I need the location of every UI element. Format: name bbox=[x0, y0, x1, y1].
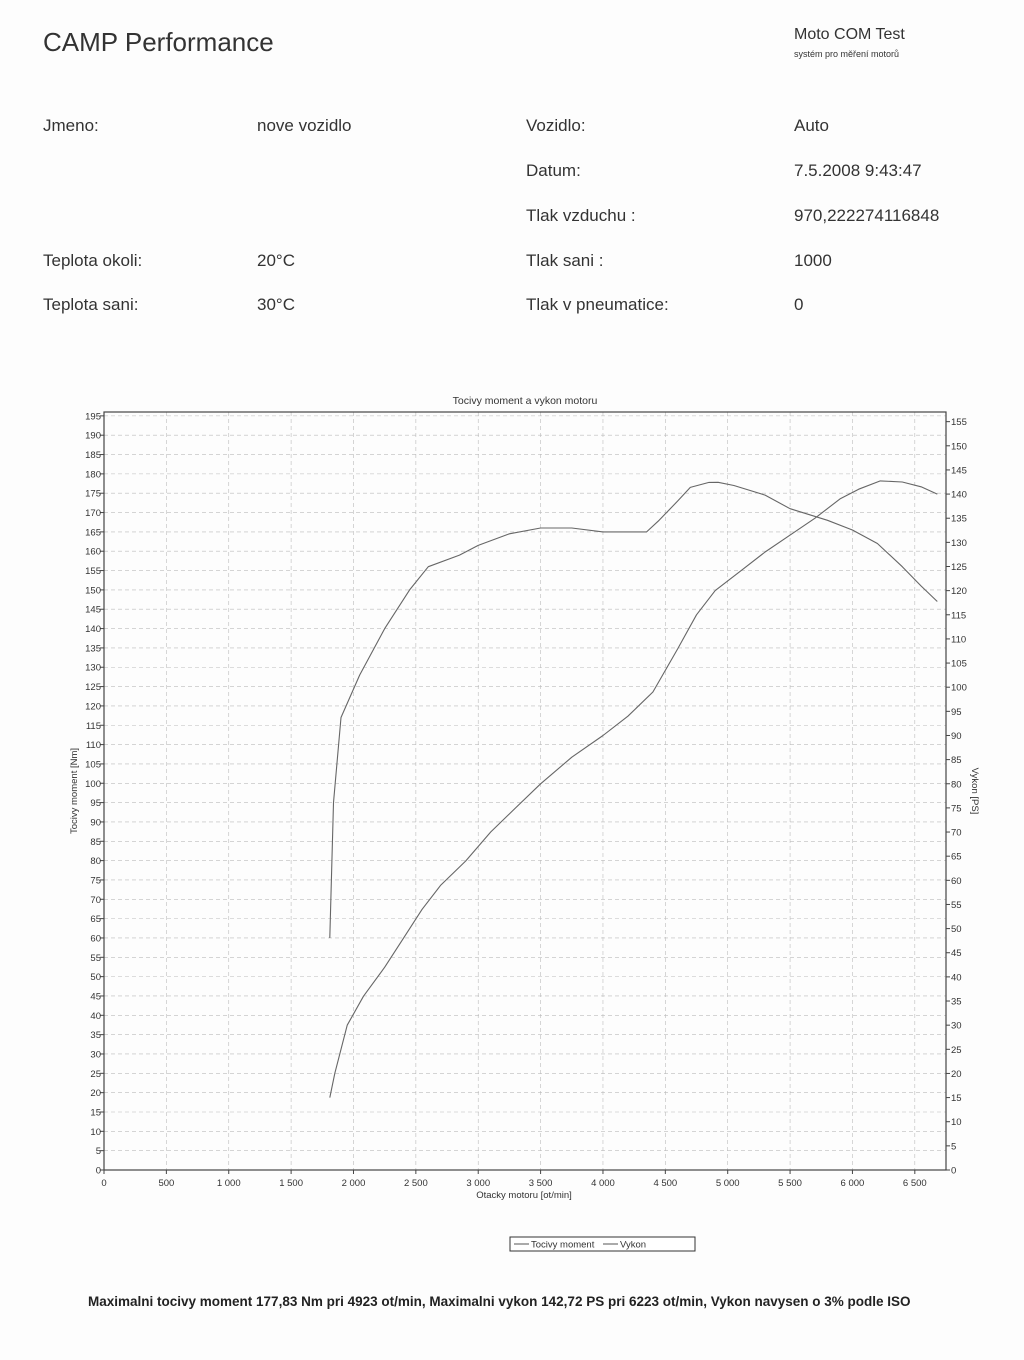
tlak-vzduchu-value: 970,222274116848 bbox=[794, 206, 940, 225]
series-line-power bbox=[330, 481, 938, 1098]
datum-value: 7.5.2008 9:43:47 bbox=[794, 161, 922, 180]
x-tick-label: 3 000 bbox=[466, 1178, 491, 1189]
datum-label: Datum: bbox=[526, 161, 581, 180]
tlak-vzduchu-label: Tlak vzduchu : bbox=[526, 206, 636, 225]
y-tick-label: 180 bbox=[85, 469, 101, 481]
y2-tick-label: 135 bbox=[951, 513, 967, 525]
vozidlo-label: Vozidlo: bbox=[526, 116, 586, 135]
y-tick-label: 35 bbox=[90, 1030, 101, 1042]
y-tick-label: 90 bbox=[90, 817, 101, 829]
y-tick-label: 80 bbox=[90, 856, 101, 868]
y-tick-label: 40 bbox=[90, 1010, 101, 1022]
legend bbox=[510, 1237, 695, 1251]
y-tick-label: 10 bbox=[90, 1126, 101, 1138]
y-tick-label: 195 bbox=[85, 411, 101, 423]
teplota-okoli-value: 20°C bbox=[257, 251, 295, 270]
tlak-pneu-label: Tlak v pneumatice: bbox=[526, 295, 669, 314]
y-tick-label: 150 bbox=[85, 585, 101, 597]
y2-tick-label: 150 bbox=[951, 441, 967, 453]
y2-tick-label: 30 bbox=[951, 1020, 962, 1032]
y2-tick-label: 115 bbox=[951, 610, 967, 622]
y-tick-label: 155 bbox=[85, 566, 101, 578]
y2-tick-label: 140 bbox=[951, 489, 967, 501]
x-tick-label: 5 500 bbox=[778, 1178, 802, 1189]
y2-tick-label: 90 bbox=[951, 730, 962, 742]
teplota-sani-value: 30°C bbox=[257, 295, 295, 314]
y-tick-label: 170 bbox=[85, 508, 101, 520]
y2-tick-label: 70 bbox=[951, 827, 962, 839]
jmeno-value: nove vozidlo bbox=[257, 116, 352, 135]
x-tick-label: 3 500 bbox=[528, 1178, 553, 1189]
tlak-sani-value: 1000 bbox=[794, 251, 832, 270]
y-tick-label: 15 bbox=[90, 1107, 101, 1119]
y-tick-label: 0 bbox=[95, 1165, 101, 1177]
y-tick-label: 145 bbox=[85, 604, 101, 616]
tlak-sani-label: Tlak sani : bbox=[526, 251, 604, 270]
x-tick-label: 2 000 bbox=[341, 1178, 366, 1189]
x-tick-label: 2 500 bbox=[403, 1178, 428, 1189]
y-tick-label: 25 bbox=[90, 1068, 101, 1080]
x-tick-label: 1 000 bbox=[216, 1178, 241, 1189]
y2-tick-label: 0 bbox=[951, 1165, 957, 1177]
y2-tick-label: 120 bbox=[951, 586, 967, 598]
jmeno-label: Jmeno: bbox=[43, 116, 99, 135]
x-tick-label: 0 bbox=[101, 1178, 107, 1189]
legend-label-power: Vykon bbox=[620, 1239, 647, 1251]
y2-tick-label: 35 bbox=[951, 996, 962, 1008]
y2-tick-label: 145 bbox=[951, 465, 967, 477]
y2-axis-label: Vykon [PS] bbox=[969, 767, 980, 815]
y2-tick-label: 45 bbox=[951, 948, 962, 960]
y2-tick-label: 100 bbox=[951, 682, 967, 694]
y-tick-label: 110 bbox=[85, 740, 101, 752]
vozidlo-value: Auto bbox=[794, 116, 829, 135]
y2-tick-label: 125 bbox=[951, 561, 967, 573]
y-tick-label: 45 bbox=[90, 991, 101, 1003]
x-tick-label: 6 000 bbox=[840, 1178, 865, 1189]
x-tick-label: 500 bbox=[158, 1178, 175, 1189]
y-tick-label: 85 bbox=[90, 836, 101, 848]
y2-tick-label: 60 bbox=[951, 875, 962, 887]
y-tick-label: 75 bbox=[90, 875, 101, 887]
y-tick-label: 95 bbox=[90, 798, 101, 810]
y2-tick-label: 110 bbox=[951, 634, 967, 646]
y2-tick-label: 20 bbox=[951, 1068, 962, 1080]
y-tick-label: 130 bbox=[85, 662, 101, 674]
y-tick-label: 55 bbox=[90, 952, 101, 964]
y-tick-label: 100 bbox=[85, 778, 101, 790]
x-tick-label: 6 500 bbox=[902, 1178, 927, 1189]
y-tick-label: 185 bbox=[85, 450, 101, 462]
y-tick-label: 50 bbox=[90, 972, 101, 984]
x-tick-label: 5 000 bbox=[715, 1178, 740, 1189]
page-title: CAMP Performance bbox=[43, 27, 274, 57]
tlak-pneu-value: 0 bbox=[794, 295, 804, 314]
y-tick-label: 165 bbox=[85, 527, 101, 539]
x-tick-label: 4 500 bbox=[653, 1178, 678, 1189]
y-axis-label: Tocivy moment [Nm] bbox=[69, 747, 80, 835]
legend-label-torque: Tocivy moment bbox=[531, 1239, 595, 1251]
y-tick-label: 160 bbox=[85, 546, 101, 558]
chart-title: Tocivy moment a vykon motoru bbox=[452, 395, 598, 407]
x-axis-label: Otacky motoru [ot/min] bbox=[476, 1190, 572, 1201]
product-subtitle: systém pro měření motorů bbox=[794, 49, 900, 59]
y-tick-label: 120 bbox=[85, 701, 101, 713]
y-tick-label: 125 bbox=[85, 682, 101, 694]
y2-tick-label: 50 bbox=[951, 924, 962, 936]
summary-text: Maximalni tocivy moment 177,83 Nm pri 4923 ot/min, Maximalni vykon 142,72 PS pri 6223 ot/min, Vykon navysen o 3% podle ISO bbox=[88, 1294, 911, 1309]
plot-frame bbox=[104, 412, 946, 1170]
y2-tick-label: 5 bbox=[951, 1141, 957, 1153]
y2-tick-label: 155 bbox=[951, 417, 967, 429]
y-tick-label: 5 bbox=[95, 1146, 101, 1158]
y2-tick-label: 40 bbox=[951, 972, 962, 984]
y-tick-label: 20 bbox=[90, 1088, 101, 1100]
y2-tick-label: 75 bbox=[951, 803, 962, 815]
teplota-sani-label: Teplota sani: bbox=[43, 295, 139, 314]
y2-tick-label: 95 bbox=[951, 706, 962, 718]
y2-tick-label: 55 bbox=[951, 899, 962, 911]
teplota-okoli-label: Teplota okoli: bbox=[43, 251, 143, 270]
x-tick-label: 4 000 bbox=[591, 1178, 615, 1189]
y2-tick-label: 80 bbox=[951, 779, 962, 791]
y2-tick-label: 15 bbox=[951, 1093, 962, 1105]
product-name: Moto COM Test bbox=[794, 26, 905, 43]
x-tick-label: 1 500 bbox=[279, 1178, 304, 1189]
y-tick-label: 105 bbox=[85, 759, 101, 771]
y-tick-label: 115 bbox=[85, 720, 101, 732]
y-tick-label: 175 bbox=[85, 488, 101, 500]
y2-tick-label: 65 bbox=[951, 851, 962, 863]
y2-tick-label: 105 bbox=[951, 658, 967, 670]
y2-tick-label: 85 bbox=[951, 755, 962, 767]
y2-tick-label: 10 bbox=[951, 1117, 962, 1129]
y2-tick-label: 25 bbox=[951, 1044, 962, 1056]
y2-tick-label: 130 bbox=[951, 537, 967, 549]
y-tick-label: 65 bbox=[90, 914, 101, 926]
y-tick-label: 60 bbox=[90, 933, 101, 945]
y-tick-label: 190 bbox=[85, 430, 101, 442]
y-tick-label: 135 bbox=[85, 643, 101, 655]
y-tick-label: 30 bbox=[90, 1049, 101, 1061]
y-tick-label: 140 bbox=[85, 624, 101, 636]
y-tick-label: 70 bbox=[90, 894, 101, 906]
